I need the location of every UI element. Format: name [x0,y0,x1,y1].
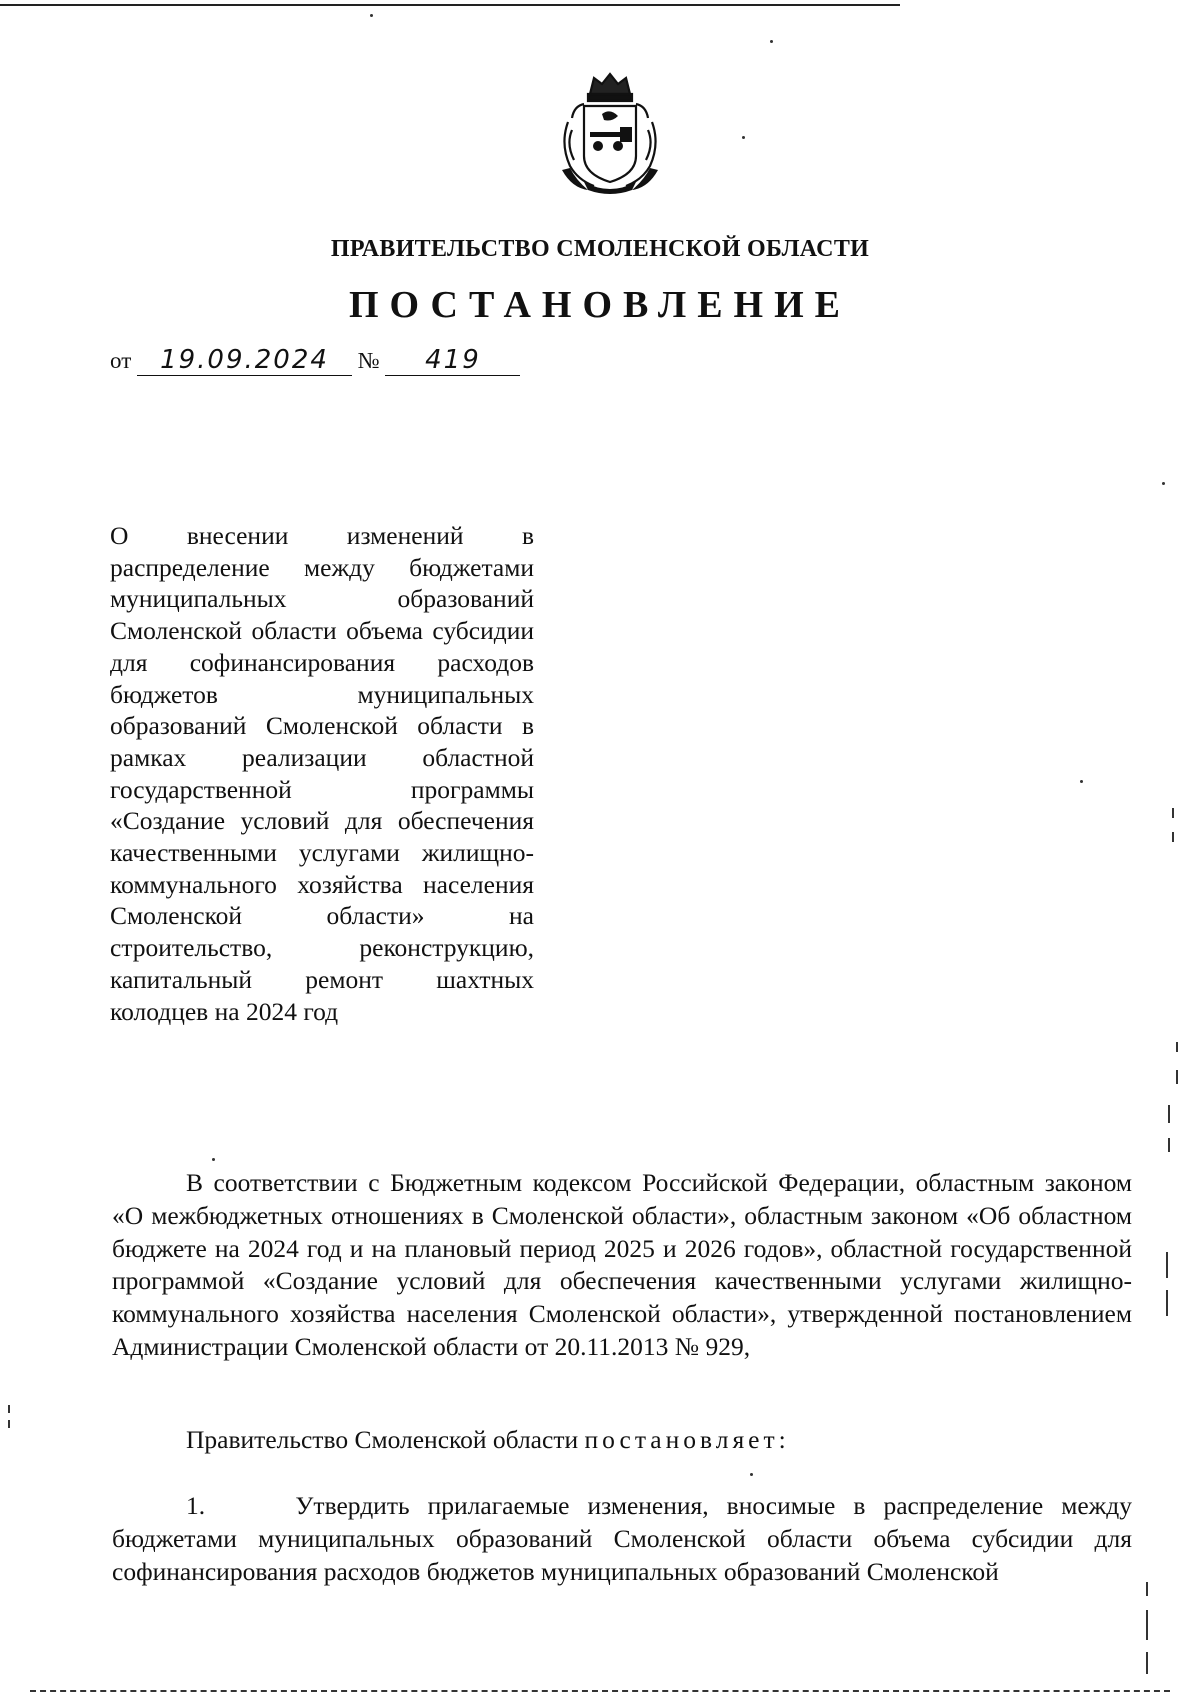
scan-speck [212,1158,215,1161]
item-1-number: 1. [186,1491,206,1520]
scan-edge-mark [1168,1138,1170,1152]
scan-edge-mark [1172,808,1174,818]
scan-edge-mark [8,1420,10,1428]
handwritten-date: 19.09.2024 [137,345,352,376]
resolution-line [112,1424,1132,1457]
scan-edge-mark [8,1405,10,1413]
scan-edge-line [0,4,900,6]
scan-edge-mark [1176,1070,1178,1084]
scan-speck [742,136,745,139]
date-number-line [110,345,520,376]
handwritten-number: 419 [385,345,520,376]
scan-speck [750,1473,753,1476]
resolution-verb: постановляет: [584,1425,790,1454]
document-type-title: ПОСТАНОВЛЕНИЕ [348,284,852,326]
resolution-subject: Правительство Смоленской области [186,1425,579,1454]
date-prefix: от [110,348,132,373]
scan-edge-mark [1146,1652,1148,1674]
document-subject: О внесении изменений в распределение между бюджетами муниципальных образований Смоленской области объема субсидии для софинансирования расходов бюджетов муниципальных образований Смоленской области в рамках реализации областной государственной программы «Создание условий для обеспечения качественными услугами жилищно-коммунального хозяйства населения Смоленской области» на строительство, реконструкцию, капитальный ремонт шахтных колодцев на 2024 год [110,521,534,1026]
scan-edge-mark [1172,832,1174,842]
scan-edge-mark [1166,1290,1168,1316]
scan-bottom-edge [30,1690,1170,1692]
scan-edge-mark [1176,1042,1178,1052]
coat-of-arms-emblem [554,70,666,198]
scan-speck [1080,780,1083,783]
item-1-paragraph [112,1490,1132,1588]
item-1-text: Утвердить прилагаемые изменения, вносимые в распределение между бюджетами муниципальных образований Смоленской области объема субсидии для софинансирования расходов бюджетов муниципальных образований Смоленской [112,1491,1132,1586]
government-name: ПРАВИТЕЛЬСТВО СМОЛЕНСКОЙ ОБЛАСТИ [330,236,870,262]
scan-speck [770,40,773,43]
scan-edge-mark [1166,1252,1168,1278]
number-sign: № [357,348,380,373]
scan-speck [370,14,373,17]
scan-edge-mark [1168,1105,1170,1123]
scan-edge-mark [1146,1582,1148,1596]
preamble-paragraph: В соответствии с Бюджетным кодексом Российской Федерации, областным законом «О межбюджетных отношениях в Смоленской области», областным законом «Об областном бюджете на 2024 год и на плановый период 2025 и 2026 годов», областной государственной программой «Создание условий для обеспечения качественными услугами жилищно-коммунального хозяйства населения Смоленской области», утвержденной постановлением Администрации Смоленской области от 20.11.2013 № 929, [112,1168,1132,1361]
scan-speck [1162,482,1165,485]
scan-edge-mark [1146,1610,1148,1640]
